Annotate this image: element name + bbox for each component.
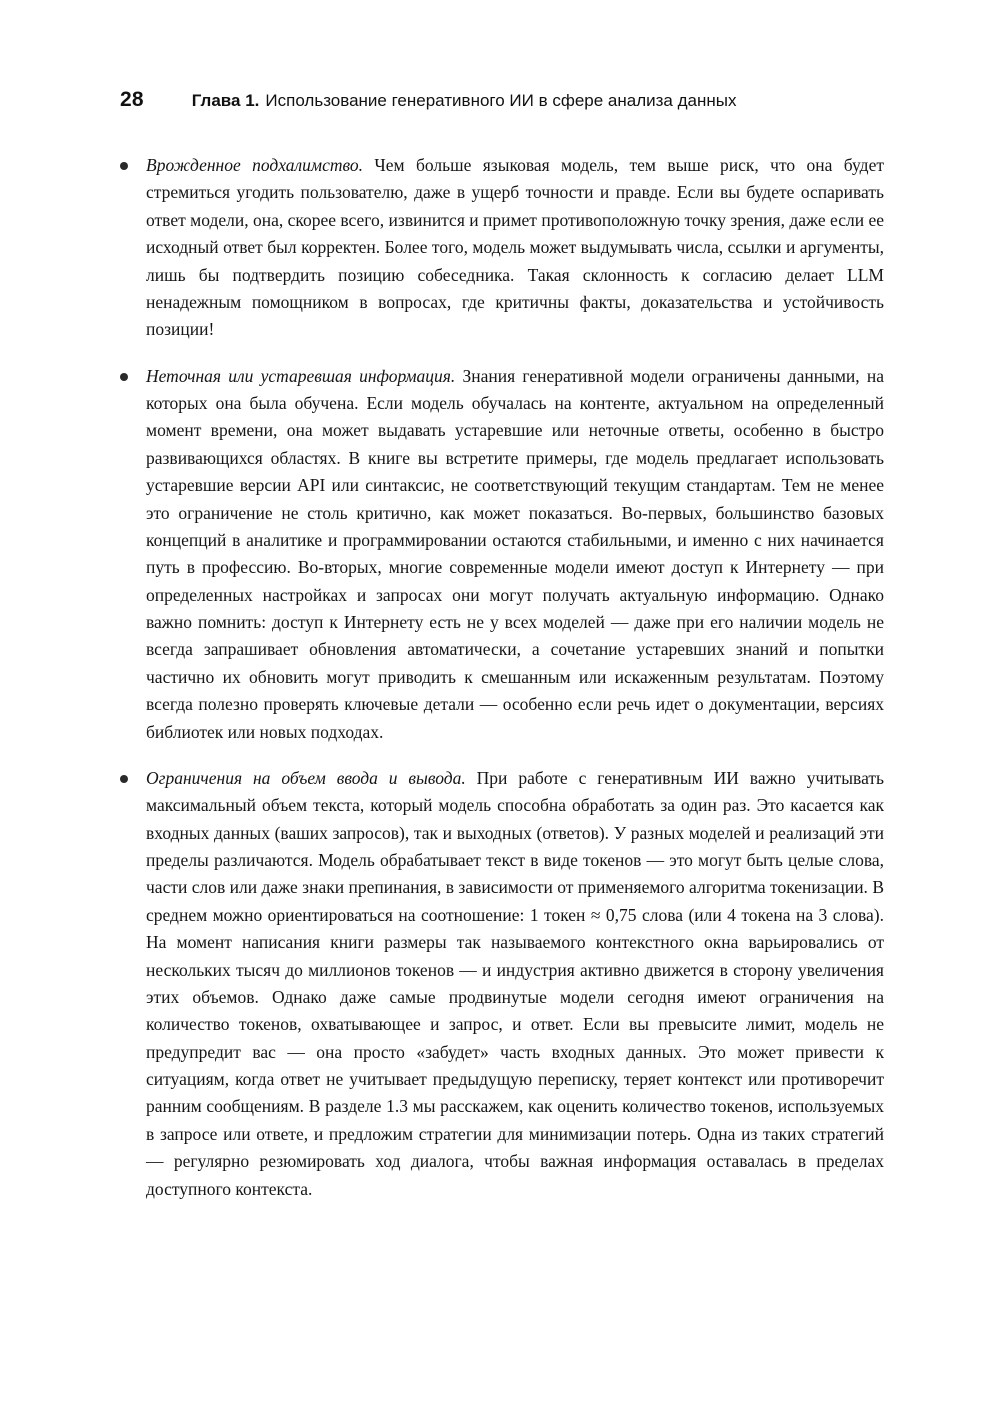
bullet-paragraph bbox=[146, 152, 884, 344]
bullet-item-sycophancy bbox=[120, 152, 884, 344]
bullet-lead: Врожденное подхалимство. bbox=[146, 155, 363, 175]
chapter-title: Использование генеративного ИИ в сфере анализа данных bbox=[265, 91, 737, 110]
bullet-paragraph bbox=[146, 363, 884, 746]
page-number: 28 bbox=[120, 88, 144, 111]
running-head bbox=[120, 88, 884, 112]
bullet-text: Чем больше языковая модель, тем выше риск, что она будет стремиться угодить пользователю, даже в ущерб точности и правде. Если вы будете оспаривать ответ модели, она, скорее всего, извинится и примет противоположную точку зрения, даже если ее исходный ответ был корректен. Более того, модель может выдумывать числа, ссылки и аргументы, лишь бы подтвердить позицию собеседника. Такая склонность к согласию делает LLM ненадежным помощником в вопросах, где критичны факты, доказательства и устойчивость позиции! bbox=[146, 155, 884, 340]
bullet-list bbox=[120, 152, 884, 1203]
bullet-icon bbox=[120, 373, 128, 381]
bullet-lead: Ограничения на объем ввода и вывода. bbox=[146, 767, 466, 788]
bullet-item-io-limits bbox=[120, 765, 884, 1203]
bullet-text: Знания генеративной модели ограничены данными, на которых она была обучена. Если модель обучалась на контенте, актуальном на определенный момент времени, она может выдавать устаревшие или неточные ответы, особенно в быстро развивающихся областях. В книге вы встретите примеры, где модель предлагает использовать устаревшие версии API или синтаксис, не соответствующий текущим стандартам. Тем не менее это ограничение не столь критично, как может показаться. Во-первых, большинство базовых концепций в аналитике и программировании остаются стабильными, и именно с них начинается путь в профессию. Во-вторых, многие современные модели имеют доступ к Интернету — при определенных настройках и запросах они могут получать актуальную информацию. Однако важно помнить: доступ к Интернету есть не у всех моделей — даже при его наличии модель не всегда запрашивает обновления автоматически, а сочетание устаревших знаний и попытки частично их обновить могут приводить к смешанным или искаженным результатам. Поэтому всегда полезно проверять ключевые детали — особенно если речь идет о документации, версиях библиотек или новых подходах. bbox=[146, 365, 884, 742]
chapter-label: Глава 1. bbox=[191, 91, 260, 110]
chapter-heading bbox=[192, 91, 737, 111]
bullet-item-outdated-info bbox=[120, 363, 884, 746]
bullet-text: При работе с генеративным ИИ важно учитывать максимальный объем текста, который модель способна обработать за один раз. Это касается как входных данных (ваших запросов), так и выходных (ответов). У разных моделей и реализаций эти пределы различаются. Модель обрабатывает текст в виде токенов — это могут быть целые слова, части слов или даже знаки препинания, в зависимости от применяемого алгоритма токенизации. В среднем можно ориентироваться на соотношение: 1 токен ≈ 0,75 слова (или 4 токена на 3 слова). На момент написания книги размеры так называемого контекстного окна варьировались от нескольких тысяч до миллионов токенов — и индустрия активно движется в сторону увеличения этих объемов. Однако даже самые продвинутые модели сегодня имеют ограничения на количество токенов, охватывающее и запрос, и ответ. Если вы превысите лимит, модель не предупредит вас — она просто «забудет» часть входных данных. Это может привести к ситуациям, когда ответ не учитывает предыдущую переписку, теряет контекст или противоречит ранним сообщениям. В разделе 1.3 мы расскажем, как оценить количество токенов, используемых в запросе или ответе, и предложим стратегии для минимизации потерь. Одна из таких стратегий — регулярно резюмировать ход диалога, чтобы важная информация оставалась в пределах доступного контекста. bbox=[146, 767, 885, 1199]
bullet-lead: Неточная или устаревшая информация. bbox=[146, 365, 456, 386]
bullet-icon bbox=[120, 775, 128, 783]
bullet-paragraph bbox=[146, 765, 884, 1203]
bullet-icon bbox=[120, 162, 128, 170]
